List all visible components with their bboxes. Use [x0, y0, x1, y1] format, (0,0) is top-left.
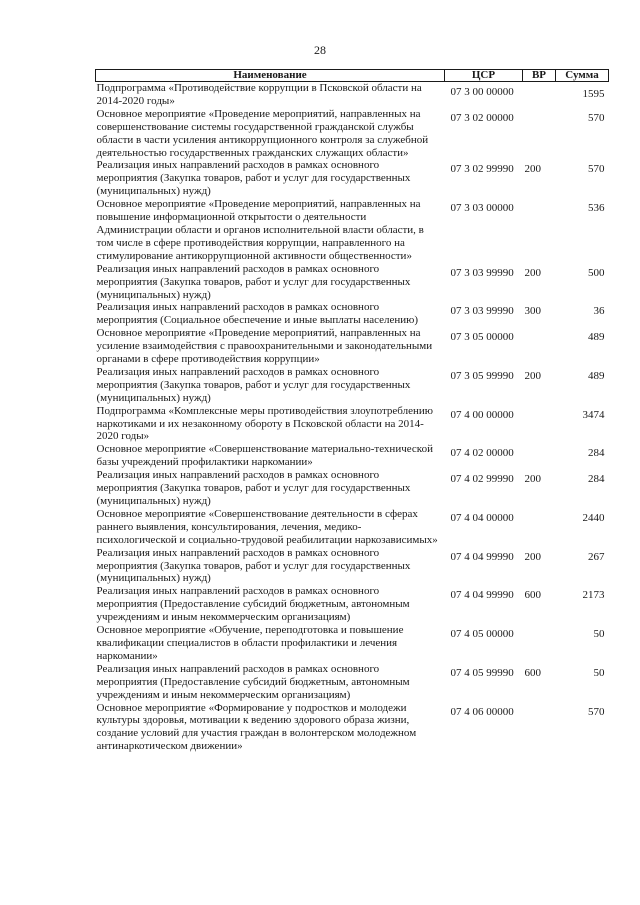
table-row — [96, 585, 609, 624]
row-name: Подпрограмма «Комплексные меры противодействия злоупотреблению наркотиками и их незаконному обороту в Псковской области на 2014-2020 годы» — [96, 404, 433, 443]
table-row — [96, 327, 609, 366]
row-name: Основное мероприятие «Формирование у подростков и молодежи культуры здоровья, мотивации к ведению здорового образа жизни, создание условий для участия граждан в волонтерском молодежном антинаркотическом движении» — [96, 701, 417, 753]
table-row — [96, 82, 609, 108]
row-name: Основное мероприятие «Проведение мероприятий, направленных на повышение информационной открытости о деятельности Администрации области и органов исполнительной власти области, в том числе в сфере противодействия коррупции, направленного на стимулирование антикоррупционной активности общественности» — [96, 198, 424, 262]
table-row — [96, 108, 609, 160]
row-name: Основное мероприятие «Обучение, переподготовка и повышение квалификации специалистов в области профилактики и лечения наркомании» — [96, 624, 404, 662]
row-vr: 200 — [524, 369, 541, 382]
row-sum: 284 — [588, 447, 605, 460]
row-csr: 07 4 02 99990 — [450, 473, 514, 486]
row-sum: 489 — [588, 331, 605, 344]
table-row — [96, 405, 609, 444]
row-csr: 07 3 03 99990 — [450, 305, 514, 318]
row-vr: 300 — [524, 305, 541, 318]
row-sum: 536 — [588, 202, 605, 215]
row-name: Основное мероприятие «Проведение мероприятий, направленных на усиление взаимодействия с правоохранительными и законодательными органами в сфере противодействия коррупции» — [96, 327, 433, 366]
row-csr: 07 3 03 00000 — [450, 202, 514, 215]
row-vr — [523, 508, 556, 547]
row-sum: 267 — [588, 550, 605, 563]
row-name: Реализация иных направлений расходов в рамках основного мероприятия (Социальное обеспечение и иные выплаты населению) — [96, 301, 419, 327]
table-row — [96, 469, 609, 508]
row-vr: 600 — [524, 666, 541, 679]
table-row — [96, 547, 609, 586]
page-number: 28 — [314, 43, 326, 57]
row-vr — [523, 108, 556, 160]
row-sum: 3474 — [582, 408, 605, 421]
row-vr — [523, 82, 556, 108]
row-sum: 2173 — [582, 589, 605, 602]
table-row — [96, 443, 609, 469]
row-csr: 07 4 00 00000 — [450, 408, 514, 421]
row-name: Основное мероприятие «Совершенствование деятельности в сферах раннего выявления, консультирования, лечения, медико-психологической и социально-трудовой реабилитации наркозависимых» — [96, 507, 438, 546]
row-sum: 2440 — [582, 511, 605, 524]
row-sum: 500 — [588, 266, 605, 279]
header-sum: Сумма — [556, 70, 609, 82]
row-sum: 36 — [593, 305, 605, 318]
row-csr: 07 3 00 00000 — [450, 86, 514, 98]
row-csr: 07 4 04 99990 — [450, 550, 514, 563]
row-name: Реализация иных направлений расходов в рамках основного мероприятия (Закупка товаров, работ и услуг для государственных (муниципальных) нужд) — [96, 262, 411, 301]
table-row — [96, 159, 609, 198]
row-name: Подпрограмма «Противодействие коррупции в Псковской области на 2014-2020 годы» — [96, 82, 422, 107]
table-row — [96, 663, 609, 702]
row-sum: 284 — [588, 473, 605, 486]
row-name: Основное мероприятие «Совершенствование материально-технической базы учреждений профилактики наркомании» — [96, 443, 433, 469]
row-sum: 1595 — [582, 88, 605, 100]
header-vr: ВР — [523, 70, 556, 82]
row-csr: 07 4 05 99990 — [450, 666, 514, 679]
row-csr: 07 4 06 00000 — [450, 705, 514, 718]
row-vr — [523, 624, 556, 663]
row-sum: 570 — [588, 705, 605, 718]
row-vr — [523, 198, 556, 263]
row-sum: 489 — [588, 369, 605, 382]
row-csr: 07 3 02 99990 — [450, 163, 514, 176]
header-name: Наименование — [96, 70, 445, 82]
row-vr: 200 — [524, 163, 541, 176]
row-name: Реализация иных направлений расходов в рамках основного мероприятия (Закупка товаров, работ и услуг для государственных (муниципальных) нужд) — [96, 546, 411, 585]
row-sum: 570 — [588, 111, 605, 124]
row-csr: 07 4 05 00000 — [450, 628, 514, 641]
table-row — [96, 624, 609, 663]
budget-table — [95, 69, 609, 753]
row-vr — [523, 327, 556, 366]
table-row — [96, 702, 609, 754]
row-csr: 07 3 03 99990 — [450, 266, 514, 279]
row-name: Реализация иных направлений расходов в рамках основного мероприятия (Предоставление субсидий бюджетным, автономным учреждениям и иным некоммерческим организациям) — [96, 662, 410, 701]
row-csr: 07 3 05 00000 — [450, 331, 514, 344]
row-vr: 600 — [524, 589, 541, 602]
row-name: Основное мероприятие «Проведение мероприятий, направленных на совершенствование системы государственной гражданской службы области в части усиления антикоррупционного контроля за служебной деятельностью государственных гражданских служащих области» — [96, 107, 429, 159]
row-csr: 07 4 04 99990 — [450, 589, 514, 602]
table-row — [96, 198, 609, 263]
row-csr: 07 4 02 00000 — [450, 447, 514, 460]
row-vr: 200 — [524, 266, 541, 279]
row-sum: 570 — [588, 163, 605, 176]
row-name: Реализация иных направлений расходов в рамках основного мероприятия (Предоставление субсидий бюджетным, автономным учреждениям и иным некоммерческим организациям) — [96, 585, 410, 624]
table-header-row — [96, 70, 609, 82]
table-row — [96, 508, 609, 547]
row-csr: 07 3 02 00000 — [450, 111, 514, 124]
row-name: Реализация иных направлений расходов в рамках основного мероприятия (Закупка товаров, работ и услуг для государственных (муниципальных) нужд) — [96, 159, 411, 198]
row-name: Реализация иных направлений расходов в рамках основного мероприятия (Закупка товаров, работ и услуг для государственных (муниципальных) нужд) — [96, 365, 411, 404]
row-vr: 200 — [524, 473, 541, 486]
row-vr: 200 — [524, 550, 541, 563]
row-vr — [523, 405, 556, 444]
table-row — [96, 263, 609, 302]
table-row — [96, 366, 609, 405]
row-name: Реализация иных направлений расходов в рамках основного мероприятия (Закупка товаров, работ и услуг для государственных (муниципальных) нужд) — [96, 469, 411, 507]
header-csr: ЦСР — [445, 70, 523, 82]
row-csr: 07 3 05 99990 — [450, 369, 514, 382]
row-vr — [523, 443, 556, 469]
table-row — [96, 301, 609, 327]
row-vr — [523, 702, 556, 754]
row-sum: 50 — [593, 666, 605, 679]
row-csr: 07 4 04 00000 — [450, 511, 514, 524]
row-sum: 50 — [593, 628, 605, 641]
